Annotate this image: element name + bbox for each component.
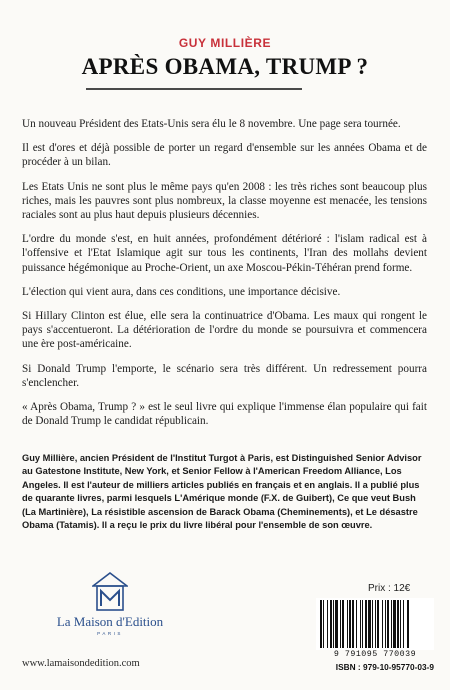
- publisher-house-icon: [92, 572, 128, 612]
- isbn-number: ISBN : 979-10-95770-03-9: [335, 662, 434, 672]
- barcode-bar: [320, 600, 322, 648]
- barcode-bar: [333, 600, 334, 648]
- blurb-paragraph: L'élection qui vient aura, dans ces conditions, une importance décisive.: [22, 285, 341, 298]
- publisher-city: PARIS: [97, 631, 123, 636]
- barcode-bar: [403, 600, 404, 648]
- barcode-bar: [397, 600, 399, 648]
- publisher-name: La Maison d'Edition: [56, 614, 164, 629]
- barcode: [316, 598, 434, 650]
- barcode-bar: [365, 600, 367, 648]
- barcode-bar: [342, 600, 344, 648]
- barcode-bar: [352, 600, 354, 648]
- barcode-bar: [391, 600, 392, 648]
- barcode-bar: [356, 600, 357, 648]
- barcode-bar: [368, 600, 371, 648]
- blurb-paragraph: Il est d'ores et déjà possible de porter un regard d'ensemble sur les années Obama et de procéder à un bilan.: [22, 142, 427, 169]
- blurb-paragraph: L'ordre du monde s'est, en huit années, profondément détérioré : l'islam radical est à l'offensive et l'Etat Islamique agit sur tous les continents, l'Iran des mollahs devient puissance hégémonique au Proche-Orient, un axe Moscou-Pékin-Téhéran prend forme.: [22, 233, 427, 274]
- barcode-bar: [327, 600, 328, 648]
- barcode-bar: [377, 600, 379, 648]
- barcode-bar: [400, 600, 401, 648]
- barcode-bar: [340, 600, 341, 648]
- barcode-bar: [360, 600, 361, 648]
- barcode-bar: [362, 600, 363, 648]
- author-bio: Guy Millière, ancien Président de l'Institut Turgot à Paris, est Distinguished Senior Advisor au Gatestone Institute, New York, et Senior Fellow à l'American Freedom Alliance, Los Angeles. Il est l'auteur de milliers articles publiés en français et en anglais. Il a publié plus de quarante livres, parmi lesquels L'Amérique monde (F.X. de Guibert), Ce que veut Bush (La Martinière), La résistible ascension de Barack Obama (Cheminements), et Le désastre Obama (Tatamis). Il a reçu le prix du livre libéral pour l'ensemble de son œuvre.: [22, 453, 422, 531]
- barcode-bar: [375, 600, 376, 648]
- barcode-bar: [349, 600, 351, 648]
- barcode-bar: [393, 600, 396, 648]
- barcode-bar: [323, 600, 324, 648]
- publisher-website[interactable]: www.lamaisondedition.com: [22, 658, 140, 669]
- blurb-paragraph: Un nouveau Président des Etats-Unis sera élu le 8 novembre. Une page sera tournée.: [22, 118, 401, 130]
- blurb-paragraph: Les Etats Unis ne sont plus le même pays qu'en 2008 : les très riches sont beaucoup plus riches, mais les pauvres sont plus nombreux, la classe moyenne est menacée, les tensions raciales sont au plus haut depuis plusieurs décennies.: [22, 180, 427, 222]
- blurb-paragraph: Si Hillary Clinton est élue, elle sera la continuatrice d'Obama. Les maux qui rongent le pays s'accentueront. La détérioration de l'ordre du monde se poursuivra et commencera une ère post-américaine.: [22, 310, 427, 351]
- barcode-bar: [385, 600, 386, 648]
- barcode-bar: [347, 600, 348, 648]
- author-name: GUY MILLIÈRE: [178, 36, 272, 50]
- blurb: [22, 117, 427, 438]
- barcode-digits: 9 791095 770039: [333, 650, 417, 659]
- barcode-bar: [382, 600, 383, 648]
- blurb-paragraph: « Après Obama, Trump ? » est le seul livre qui explique l'immense élan populaire qui fait de Donald Trump le candidat républicain.: [22, 401, 427, 428]
- blurb-paragraph: Si Donald Trump l'emporte, le scénario sera très différent. Un redressement pourra s'enclencher.: [22, 362, 427, 389]
- publisher-logo: [30, 572, 190, 642]
- barcode-bar: [335, 600, 338, 648]
- barcode-bar: [387, 600, 389, 648]
- barcode-bar: [330, 600, 332, 648]
- book-title: APRÈS OBAMA, TRUMP ?: [81, 54, 369, 79]
- title-underline: [86, 88, 302, 90]
- barcode-bar: [407, 600, 409, 648]
- barcode-bar: [372, 600, 373, 648]
- price-label: Prix : 12€: [368, 583, 411, 594]
